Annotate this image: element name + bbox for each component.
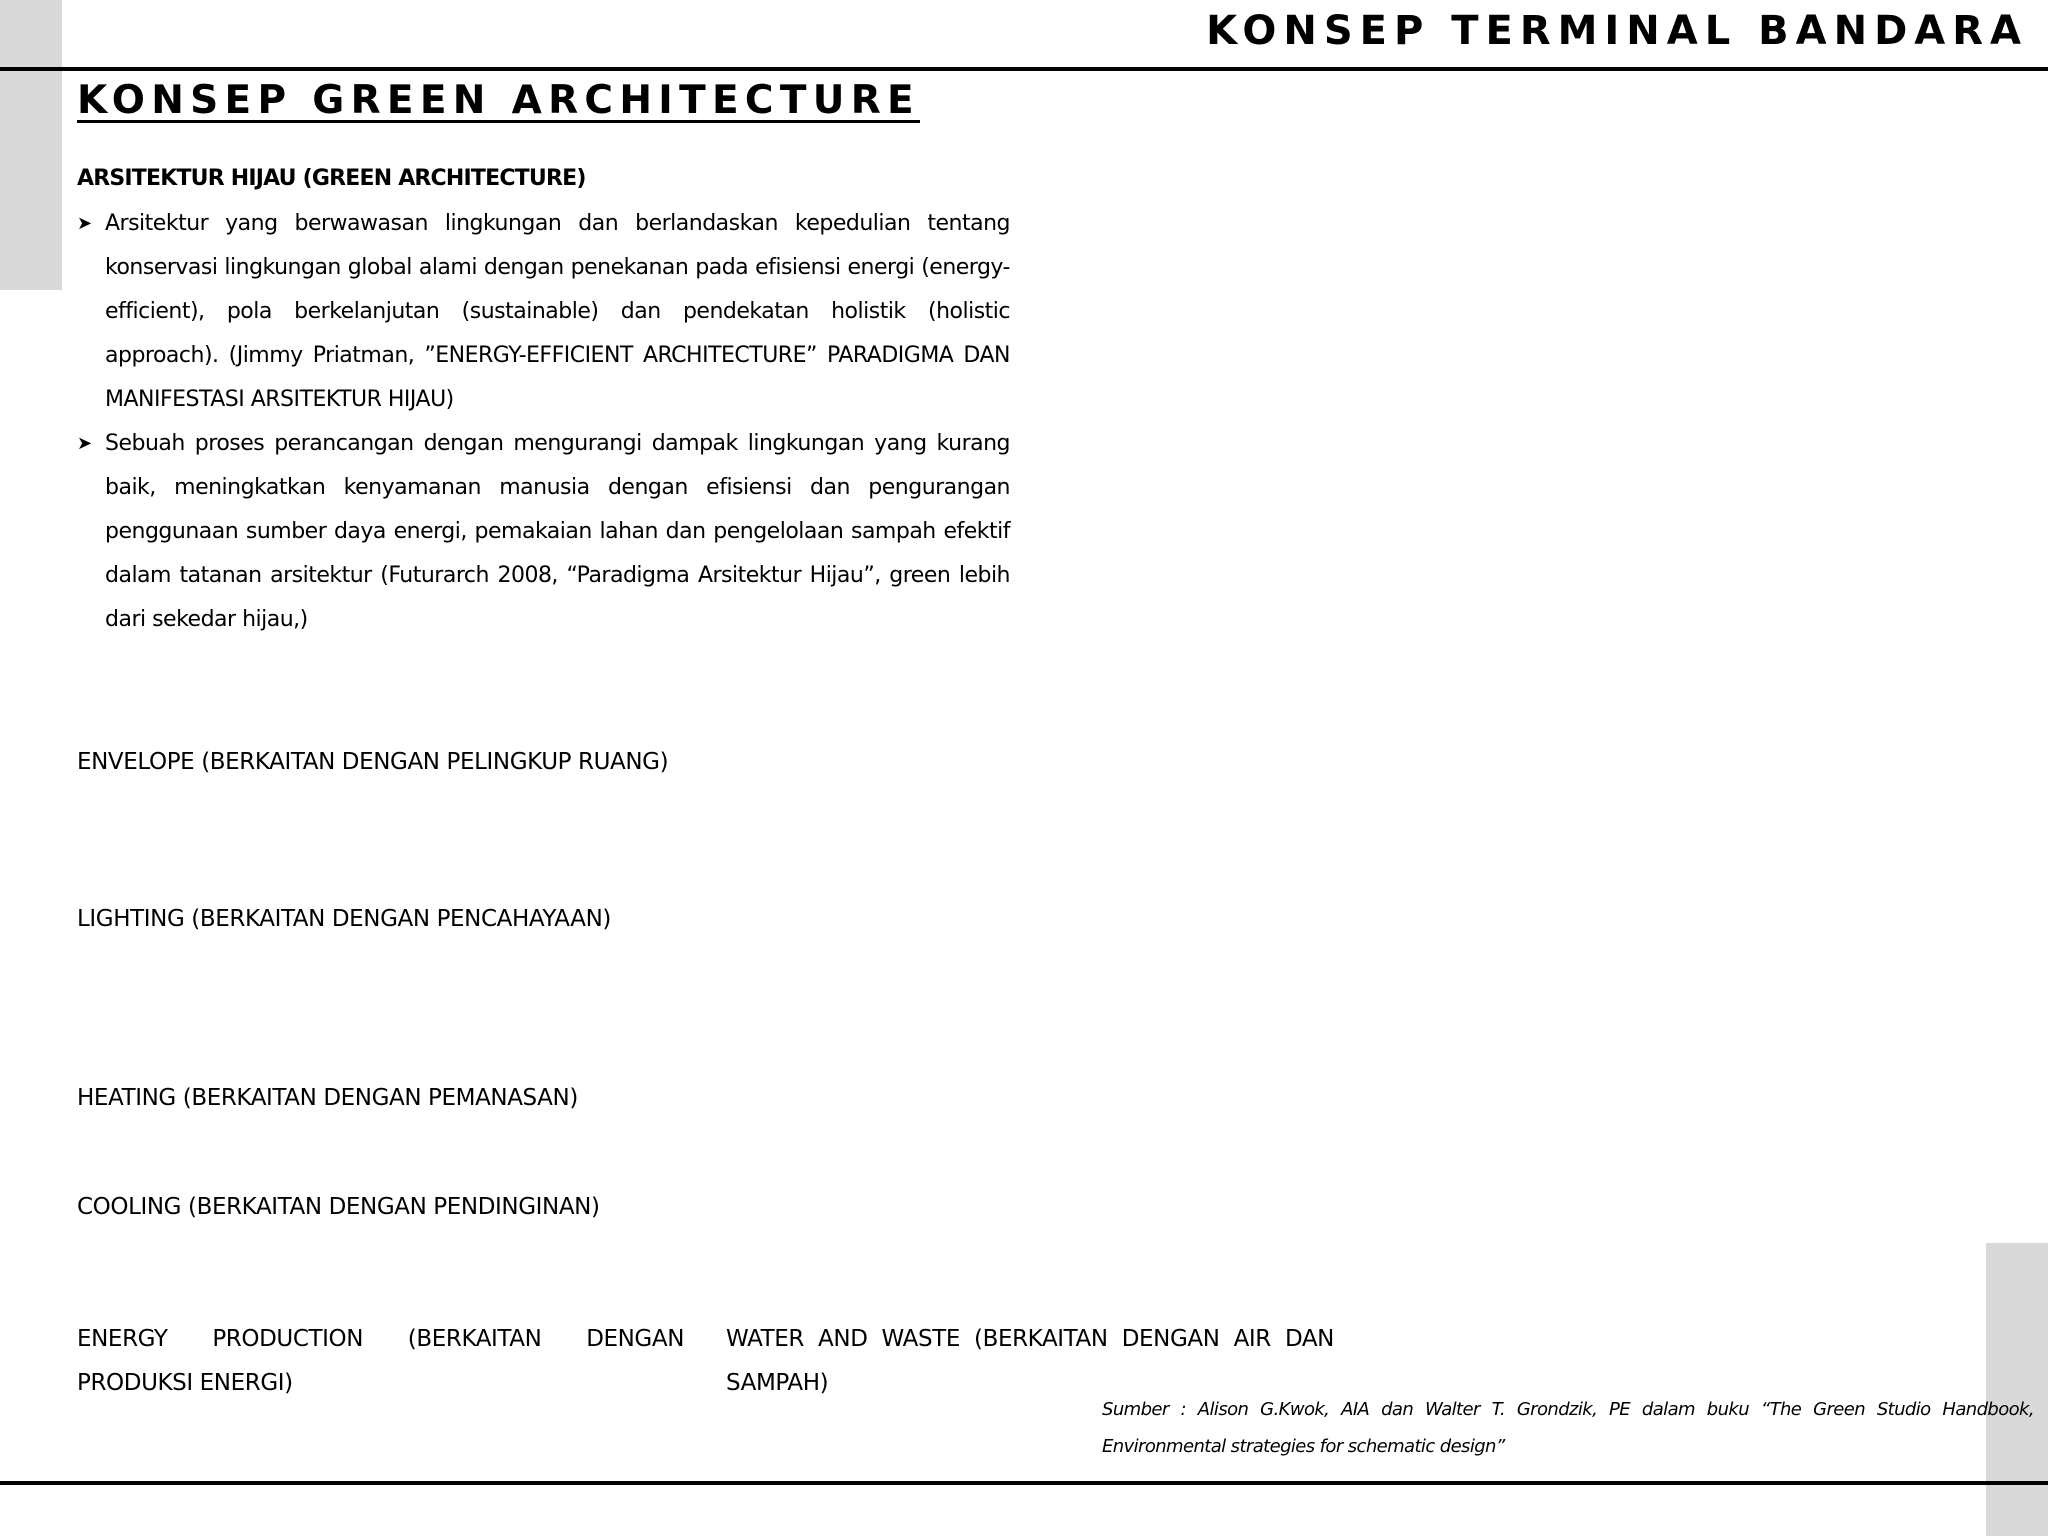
bullet-item [77,422,1010,642]
subheading: ARSITEKTUR HIJAU (GREEN ARCHITECTURE) [77,166,586,191]
bottom-divider [0,1481,2048,1485]
bullet-item [77,202,1010,422]
category-energy-line1: ENERGY PRODUCTION (BERKAITAN DENGAN [77,1326,684,1352]
category-energy-line2: PRODUKSI ENERGI) [77,1370,293,1396]
header-title: KONSEP TERMINAL BANDARA [1206,8,2028,54]
category-water-line1: WATER AND WASTE (BERKAITAN DENGAN AIR DAN [726,1326,1334,1352]
bullet-text: Arsitektur yang berwawasan lingkungan dan berlandaskan kepedulian tentang konservasi lingkungan global alami dengan penekanan pada efisiensi energi (energy-efficient), pola berkelanjutan (sustainable) dan pendekatan holistik (holistic approach). (Jimmy Priatman, ”ENERGY-EFFICIENT ARCHITECTURE” PARADIGMA DAN MANIFESTASI ARSITEKTUR HIJAU) [105,211,1010,412]
category-envelope: ENVELOPE (BERKAITAN DENGAN PELINGKUP RUANG) [77,749,669,775]
category-cooling: COOLING (BERKAITAN DENGAN PENDINGINAN) [77,1194,600,1220]
source-citation: Sumber : Alison G.Kwok, AIA dan Walter T. Grondzik, PE dalam buku “The Green Studio Handbook, Environmental strategies for schematic design” [1102,1399,2034,1457]
arrow-bullet-icon: ➤ [77,433,92,454]
right-side-bar [1986,1243,2048,1536]
left-side-bar [0,0,62,290]
category-water-line2: SAMPAH) [726,1370,829,1396]
category-heating: HEATING (BERKAITAN DENGAN PEMANASAN) [77,1085,578,1111]
category-lighting: LIGHTING (BERKAITAN DENGAN PENCAHAYAAN) [77,906,611,932]
bullet-text: Sebuah proses perancangan dengan mengurangi dampak lingkungan yang kurang baik, meningkatkan kenyamanan manusia dengan efisiensi dan pengurangan penggunaan sumber daya energi, pemakaian lahan dan pengelolaan sampah efektif dalam tatanan arsitektur (Futurarch 2008, “Paradigma Arsitektur Hijau”, green lebih dari sekedar hijau,) [105,431,1010,632]
bullet-list [77,202,1010,642]
top-divider [0,67,2048,71]
category-energy-production [77,1317,684,1405]
section-title: KONSEP GREEN ARCHITECTURE [77,78,920,123]
arrow-bullet-icon: ➤ [77,213,92,234]
